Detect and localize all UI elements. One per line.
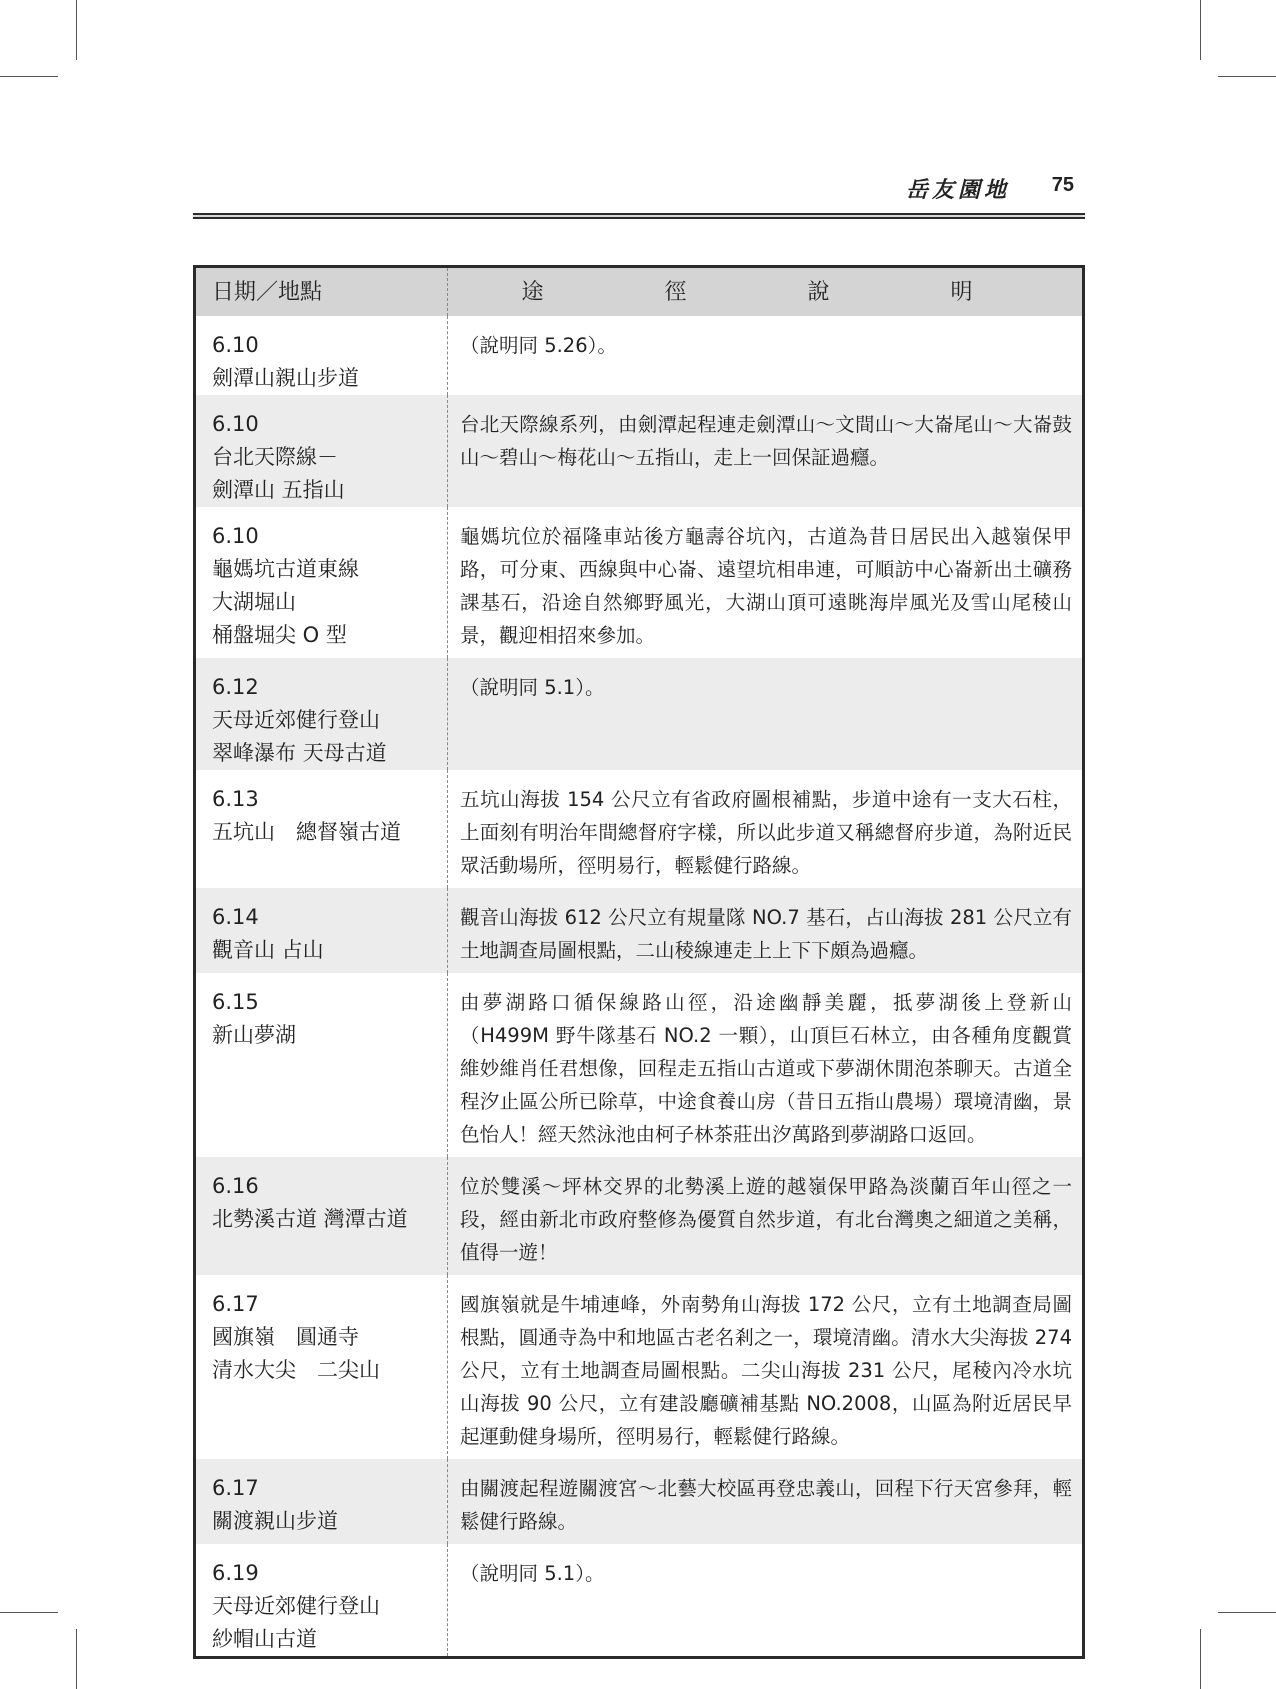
route-description: 龜媽坑位於福隆車站後方龜壽谷坑內，古道為昔日居民出入越嶺保甲路，可分東、西線與中心崙、遠望坑相串連，可順訪中心崙新出土礦務課基石，沿途自然鄉野風光，大湖山頂可遠眺海岸風光及雪山尾稜山景，觀迎相招來參加。: [460, 525, 1072, 647]
table-header-row: [196, 268, 1082, 316]
table-row: [196, 1157, 1082, 1275]
trip-place: 翠峰瀑布 天母古道: [212, 741, 387, 765]
page-number: 75: [1051, 174, 1074, 196]
route-description: 五坑山海拔 154 公尺立有省政府圖根補點，步道中途有一支大石柱，上面刻有明治年間總督府字樣，所以此步道又稱總督府步道，為附近民眾活動場所，徑明易行，輕鬆健行路線。: [460, 788, 1072, 877]
route-description: 由夢湖路口循保線路山徑，沿途幽靜美麗，抵夢湖後上登新山（H499M 野牛隊基石 NO.2 一顆），山頂巨石林立，由各種角度觀賞維妙維肖任君想像，回程走五指山古道或下夢湖休閒泡茶聊天。古道全程汐止區公所已除草，中途食養山房（昔日五指山農場）環境清幽，景色怡人！經天然泳池由柯子林茶莊出汐萬路到夢湖路口返回。: [460, 991, 1072, 1146]
date-place-cell: [196, 395, 448, 507]
trip-place: 清水大尖 二尖山: [212, 1358, 380, 1382]
table-row: [196, 1544, 1082, 1656]
crop-mark: [1200, 1629, 1201, 1689]
table-body: [196, 316, 1082, 1656]
header-rule: [193, 213, 1085, 219]
trip-place: 天母近郊健行登山: [212, 708, 380, 732]
trip-date: 6.10: [212, 412, 259, 436]
crop-mark: [0, 76, 58, 77]
trip-date: 6.10: [212, 524, 259, 548]
route-description: （說明同 5.1）。: [460, 1562, 605, 1585]
section-name: 岳友園地: [905, 177, 1010, 203]
trip-place: 紗帽山古道: [212, 1627, 317, 1651]
route-description: 位於雙溪～坪林交界的北勢溪上遊的越嶺保甲路為淡蘭百年山徑之一段，經由新北市政府整修為優質自然步道，有北台灣奧之細道之美稱，值得一遊！: [460, 1175, 1072, 1264]
table-row: [196, 888, 1082, 973]
trip-place: 大湖堀山: [212, 590, 296, 614]
date-place-cell: [196, 1275, 448, 1459]
route-description: （說明同 5.26）。: [460, 334, 617, 357]
trip-date: 6.19: [212, 1561, 259, 1585]
route-description: 台北天際線系列，由劍潭起程連走劍潭山～文間山～大崙尾山～大崙鼓山～碧山～梅花山～五指山，走上一回保証過癮。: [460, 413, 1072, 469]
trip-place: 桶盤堀尖 O 型: [212, 623, 347, 647]
trip-place: 國旗嶺 圓通寺: [212, 1325, 359, 1349]
trip-date: 6.15: [212, 990, 259, 1014]
crop-mark: [76, 1629, 77, 1689]
table-row: [196, 316, 1082, 395]
date-place-cell: [196, 658, 448, 770]
trip-place: 天母近郊健行登山: [212, 1594, 380, 1618]
crop-mark: [1218, 1612, 1276, 1613]
table-row: [196, 973, 1082, 1157]
trip-date: 6.13: [212, 787, 259, 811]
date-place-cell: [196, 1157, 448, 1275]
running-header: [193, 168, 1085, 208]
trip-place: 台北天際線－: [212, 445, 338, 469]
crop-mark: [1200, 0, 1201, 60]
trip-place: 劍潭山 五指山: [212, 478, 345, 502]
trip-place: 關渡親山步道: [212, 1509, 338, 1533]
crop-mark: [76, 0, 77, 60]
trip-date: 6.16: [212, 1174, 259, 1198]
route-description: 國旗嶺就是牛埔連峰，外南勢角山海拔 172 公尺，立有土地調查局圖根點，圓通寺為中和地區古老名剎之一，環境清幽。清水大尖海拔 274 公尺，立有土地調查局圖根點。二尖山海拔 231 公尺，尾稜內冷水坑山海拔 90 公尺，立有建設廳礦補基點 NO.2008，山區為附近居民早起運動健身場所，徑明易行，輕鬆健行路線。: [460, 1293, 1072, 1448]
date-place-cell: [196, 316, 448, 395]
date-place-cell: [196, 888, 448, 973]
trip-place: 五坑山 總督嶺古道: [212, 820, 401, 844]
trip-date: 6.12: [212, 675, 259, 699]
table-row: [196, 507, 1082, 658]
route-description: （說明同 5.1）。: [460, 676, 605, 699]
date-place-cell: [196, 507, 448, 658]
trip-date: 6.17: [212, 1476, 259, 1500]
trip-place: 新山夢湖: [212, 1023, 296, 1047]
table-row: [196, 770, 1082, 888]
schedule-table: [193, 265, 1085, 1659]
trip-place: 龜媽坑古道東線: [212, 557, 359, 581]
trip-place: 北勢溪古道 灣潭古道: [212, 1207, 408, 1231]
table-row: [196, 1459, 1082, 1544]
crop-mark: [1218, 76, 1276, 77]
table-row: [196, 658, 1082, 770]
table-row: [196, 395, 1082, 507]
trip-date: 6.14: [212, 905, 259, 929]
route-description: 觀音山海拔 612 公尺立有規量隊 NO.7 基石，占山海拔 281 公尺立有土地調查局圖根點，二山稜線連走上上下下頗為過癮。: [460, 906, 1072, 962]
date-place-cell: [196, 973, 448, 1157]
column-header-route: 途 徑 說 明: [521, 280, 1011, 305]
date-place-cell: [196, 1459, 448, 1544]
date-place-cell: [196, 1544, 448, 1656]
trip-place: 觀音山 占山: [212, 938, 324, 962]
crop-mark: [0, 1612, 58, 1613]
column-header-date-place: 日期／地點: [196, 268, 448, 316]
trip-date: 6.17: [212, 1292, 259, 1316]
trip-date: 6.10: [212, 333, 259, 357]
route-description: 由關渡起程遊關渡宮～北藝大校區再登忠義山，回程下行天宮參拜，輕鬆健行路線。: [460, 1477, 1072, 1533]
table-row: [196, 1275, 1082, 1459]
date-place-cell: [196, 770, 448, 888]
trip-place: 劍潭山親山步道: [212, 366, 359, 390]
